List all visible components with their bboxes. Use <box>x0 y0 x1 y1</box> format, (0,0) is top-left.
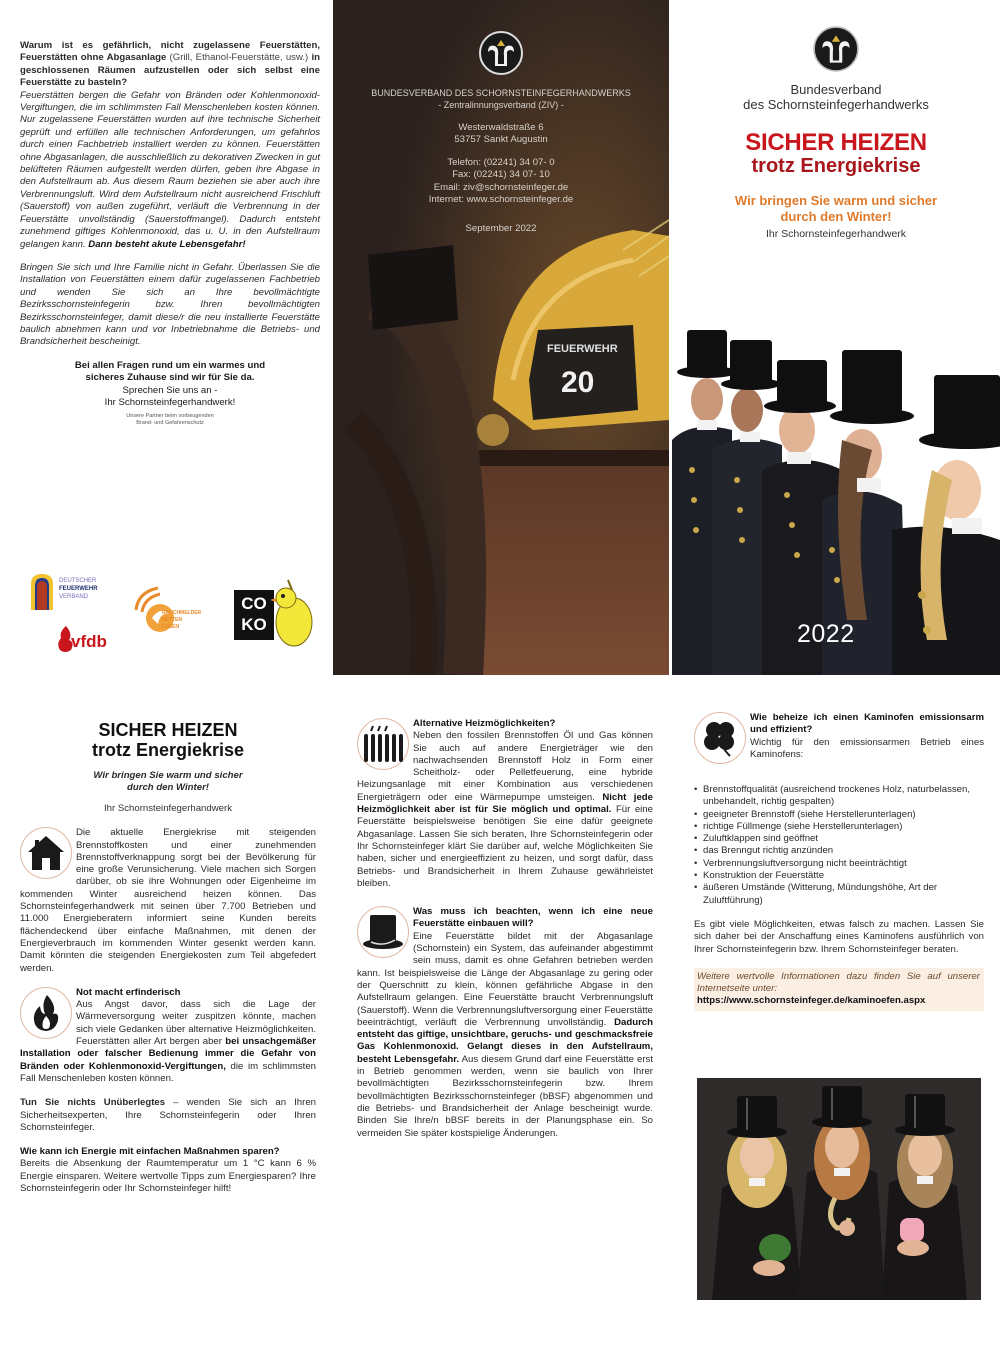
list-item: • das Brenngut richtig anzünden <box>694 845 984 857</box>
list-item: • Zuluftklappen sind geöffnet <box>694 833 984 845</box>
inside-title: SICHER HEIZEN trotz Energiekrise <box>91 720 245 760</box>
helmet-label: FEUERWEHR <box>547 343 618 355</box>
flame-icon <box>20 987 72 1039</box>
helmet-number: 20 <box>561 366 595 399</box>
guild-emblem-icon <box>478 30 524 76</box>
top-hat-icon <box>357 906 409 958</box>
canary-bird-icon <box>268 576 324 652</box>
rauchmelder-logo: RAUCHMELDER RETTEN LEBEN <box>132 584 212 644</box>
cover-subtitle: trotz Energiekrise <box>751 155 921 177</box>
inside-right-panel: Wie beheize ich einen Kaminofen emissionsarm und effizient? Wichtig für den emissionsarmen Betrieb eines Kaminofens: • Brennstoffqualität (ausreichend trockenes Holz, naturbelassen, unbehandelt, richtig gespalten) • geeigneter Brennstoff (siehe Herstellerunterlagen) • richtige Füllmenge (siehe Herstellerunterlagen) • Zuluftklappen sind geöffnet • das Brenngut richtig anzünden • Verbrennungsluftversorgung nicht beeinträchtigt • Konstruktion der Feuerstätte • äußeren Umstände (Witterung, Mündungshöhe, Art der Zuluftführung) Es gibt viele Möglichkeiten, etwas falsch zu machen. Lassen Sie sich daher bei der Anschaffung eines Kaminofens ausführlich von Ihrer Schornsteinfegerin bzw. Ihrem Schornsteinfeger beraten. Weitere wertvolle Informationen dazu finden Sie auf unserer Internetseite unter: https://www.schornsteinfeger.de/kaminoefen.aspx <box>694 712 984 1011</box>
advice-paragraph: Bringen Sie sich und Ihre Familie nicht in Gefahr. Überlassen Sie die Installation von Feuerstätten einem dafür zugelassenen Fachbetrieb und wenden Sie sich an Ihre bevollmächtigte Bezirksschornsteinfegerin bzw. Ihren bevollmächtigten Bezirksschornsteinfeger, damit diese/r die neu installierte Feuerstätte baulich abnehmen kann und vor Inbetriebnahme die Betriebs- und Brandsicherheit bescheinigt. <box>20 261 320 348</box>
spar-section: Wie kann ich Energie mit einfachen Maßnahmen sparen? Bereits die Absenkung der Raumtemperatur um 1 °C kann 6 % Energie einsparen. Weitere wertvolle Tipps zum Energiesparen? Ihre Schornsteinfegerin oder Ihr Schornsteinfeger hilft! <box>20 1146 316 1195</box>
new-stove-section: Was muss ich beachten, wenn ich eine neue Feuerstätte einbauen will? Eine Feuerstätte bildet mit der Abgasanlage (Schornstein) ein System, das aufeinander abgestimmt sein muss, damit es ohne Gefahren betrieben werden kann. Ist beispielsweise die Länge der Abgasanlage zu gering oder der Querschnitt zu klein, können gefährliche Abgase in den Aufstellraum gelangen. Eine Feuerstätte braucht Verbrennungsluft (Sauerstoff). Wenn die Verbrennungsluftversorgung einer Feuerstätte beeinträchtigt, verläuft die Verbrennung unvollständig. Dadurch entsteht das giftige, unsichtbare, geruchs- und geschmacksfreie Gas Kohlenmonoxid. Gelangt dieses in den Aufstellraum, besteht Lebensgefahr. Aus diesem Grund darf eine Feuerstätte erst in Betrieb genommen werden, wenn sie baulich von Ihrer bevollmächtigten Bezirksschornsteinfegerin bzw. Ihrem bevollmächtigten Bezirksschornsteinfeger (bBSF) abgenommen und die Betriebs- und Brandsicherheit der Anlage bescheinigt wurde. Binden Sie Ihre/n bBSF bereits in der Planungsphase ein. So vermeiden Sie später kostspielige Änderungen. <box>357 906 653 1139</box>
cover-title: SICHER HEIZEN <box>745 129 927 156</box>
list-item: • geeigneter Brennstoff (siehe Herstellerunterlagen) <box>694 809 984 821</box>
alternative-section: Alternative Heizmöglichkeiten? Neben den fossilen Brennstoffen Öl und Gas können Sie auch auf andere Energieträger wie den nachwachsenden Brennstoff Holz in Form einer Scheitholz- oder Pelletfeuerung, eine hybride Heizungsanlage mit einer Kombination aus verschiedenen Energieträgern oder eine Wärmepumpe umsteigen. Nicht jede Heizmöglichkeit aber ist für Sie möglich und optimal. Für eine Feuerstätte beispielsweise benötigen Sie eine dafür geeignete Abgasanlage. Lassen Sie sich beraten, Ihre Schornsteinfegerin oder Ihr Schornsteinfeger klärt Sie darüber auf, welche Möglichkeiten Sie haben, sicher und energieeffizient zu heizen, und sorgt dafür, dass Betriebs- und Brandsicherheit in Ihrem Zuhause gewährleistet bleiben. <box>357 718 653 889</box>
front-cover: Bundesverband des Schornsteinfegerhandwerks SICHER HEIZEN trotz Energiekrise Wir bringen Sie warm und sicher durch den Winter! Ihr Schornsteinfegerhandwerk 2022 <box>672 0 1000 675</box>
list-item: • richtige Füllmenge (siehe Herstellerunterlagen) <box>694 821 984 833</box>
inside-left-panel: SICHER HEIZEN trotz Energiekrise Wir bringen Sie warm und sicher durch den Winter! Ihr Schornsteinfegerhandwerk Die aktuelle Energiekrise mit steigenden Brennstoffkosten und einer zunehmenden Brennstoffverknappung sorgt bei der Bevölkerung für eine große Verunsicherung. Viele machen sich Sorgen darüber, ob sie ihre Wohnungen oder Eigenheime im kommenden Winter ausreichend heizen können. Das Schornsteinfegerhandwerk mit seinen über 7.700 Betrieben und 11.000 Energieberatern informiert seine Kunden bereits flächendeckend über einfache Maßnahmen, mit denen der Energieverbrauch im kommenden Winter gesenkt werden kann. Damit könnten die steigenden Energiekosten zum Teil abgefedert werden. Not macht erfinderisch Aus Angst davor, dass sich die Lage der Wärmeversorgung weiter zuspitzen könnte, machen sich viele Gedanken über alternative Heizmöglichkeiten. Feuerstätten aller Art bergen aber bei unsachgemäßer Installation oder falscher Bedienung immer die Gefahr von Bränden oder Kohlenmonoxid-Vergiftungen, die im schlimmsten Fall Menschenleben kosten können. Tun Sie nichts Unüberlegtes – wenden Sie sich an Ihren Sicherheitsexperten, Ihre Schornsteinfegerin oder Ihren Schornsteinfeger. Wie kann ich Energie mit einfachen Maßnahmen sparen? Bereits die Absenkung der Raumtemperatur um 1 °C kann 6 % Energie einsparen. Weitere wertvolle Tipps zum Energiesparen? Ihre Schornsteinfegerin oder Ihr Schornsteinfeger hilft! <box>20 720 316 1195</box>
coko-logo: CO KO <box>232 576 324 652</box>
kaminofen-checklist <box>694 784 984 907</box>
dfv-logo: DEUTSCHER FEUERWEHR VERBAND <box>28 572 128 610</box>
contact-panel <box>333 0 669 675</box>
website-link[interactable]: Internet: www.schornsteinfeger.de <box>428 194 574 205</box>
cover-year: 2022 <box>797 620 855 648</box>
kaminofen-section: Wie beheize ich einen Kaminofen emissionsarm und effizient? Wichtig für den emissionsarmen Betrieb eines Kaminofens: <box>694 712 984 766</box>
inside-tagline: Wir bringen Sie warm und sicher durch den Winter! <box>93 770 243 793</box>
intro-section: Die aktuelle Energiekrise mit steigenden Brennstoffkosten und einer zunehmenden Brennstoffverknappung sorgt bei der Bevölkerung für eine große Verunsicherung. Viele machen sich Sorgen darüber, ob sie ihre Wohnungen oder Eigenheime im kommenden Winter ausreichend heizen können. Das Schornsteinfegerhandwerk mit seinen über 7.700 Betrieben und 11.000 Energieberatern informiert seine Kunden bereits flächendeckend über einfache Maßnahmen, mit denen der Energieverbrauch im kommenden Winter gesenkt werden kann. Damit könnten die steigenden Energiekosten zum Teil abgefedert werden. <box>20 827 316 974</box>
list-item: • Konstruktion der Feuerstätte <box>694 870 984 882</box>
clover-icon <box>694 712 746 764</box>
radiator-icon <box>357 718 409 770</box>
inside-middle-panel <box>357 718 653 1140</box>
cover-tagline: Wir bringen Sie warm und sicher durch den Winter! <box>734 193 938 224</box>
partner-note: Unsere Partner beim vorbeugenden Brand- und Gefahrenschutz <box>126 413 214 427</box>
more-info-box: Weitere wertvolle Informationen dazu finden Sie auf unserer Internetseite unter: https://www.schornsteinfeger.de/kaminoefen.aspx <box>694 968 984 1011</box>
guild-emblem-icon <box>812 25 860 73</box>
email-link[interactable]: Email: ziv@schornsteinfeger.de <box>433 181 569 193</box>
list-item: • Brennstoffqualität (ausreichend trockenes Holz, naturbelassen, unbehandelt, richtig gespalten) <box>694 784 984 809</box>
partner-logos <box>20 568 330 668</box>
tun-section: Tun Sie nichts Unüberlegtes – wenden Sie sich an Ihren Sicherheitsexperten, Ihre Schornsteinfegerin oder Ihren Schornsteinfeger. <box>20 1097 316 1133</box>
contact-call-to-action: Bei allen Fragen rund um ein warmes und sicheres Zuhause sind wir für Sie da. Sprechen Sie uns an - Ihr Schornsteinfegerhandwerk! <box>74 359 266 408</box>
kaminoefen-link[interactable]: https://www.schornsteinfeger.de/kaminoefen.aspx <box>697 994 926 1006</box>
not-section: Not macht erfinderisch Aus Angst davor, dass sich die Lage der Wärmeversorgung weiter zuspitzen könnte, machen sich viele Gedanken über alternative Heizmöglichkeiten. Feuerstätten aller Art bergen aber bei unsachgemäßer Installation oder falscher Bedienung immer die Gefahr von Bränden oder Kohlenmonoxid-Vergiftungen, die im schlimmsten Fall Menschenleben kosten können. <box>20 986 316 1084</box>
contact-info: BUNDESVERBAND DES SCHORNSTEINFEGERHANDWERKS - Zentralinnungsverband (ZIV) - Westerwaldstraße 6 53757 Sankt Augustin Telefon: (02241) 34 07- 0 Fax: (02241) 34 07- 10 Email: ziv@schornsteinfeger.de Internet: www.schornsteinfeger.de September 2022 <box>333 30 669 235</box>
back-panel <box>20 40 320 427</box>
vfdb-logo: vfdb <box>55 624 125 660</box>
danger-question: Warum ist es gefährlich, nicht zugelassene Feuerstätten, Feuerstätten ohne Abgasanlage (Grill, Ethanol-Feuerstätte, usw.) in geschlossenen Räumen aufzustellen oder sich selbst eine Feuerstätte zu basteln? <box>20 40 320 89</box>
house-icon <box>20 827 72 879</box>
three-chimney-sweeps-photo <box>697 1078 981 1300</box>
list-item: • äußeren Umstände (Witterung, Mündungshöhe, Art der Zuluftführung) <box>694 882 984 907</box>
list-item: • Verbrennungsluftversorgung nicht beeinträchtigt <box>694 858 984 870</box>
dfv-emblem-icon <box>28 572 56 610</box>
danger-paragraph: Feuerstätten bergen die Gefahr von Bränden oder Kohlenmonoxid-Vergiftungen, die im schlimmsten Fall Menschenleben kosten können. Nur zugelassene Feuerstätten wurden auf ihre technische Sicherheit geprüft und erfüllen alle technischen Anforderungen, um gefahrlos durch einen Fachbetrieb installiert werden zu können. Feuerstätten ohne Abgasanlagen, die ausschließlich zu dekorativen Zwecken in gut belüfteten Räumen aufgestellt werden dürfen, geben ihre Abgase in den Aufstellraum ab. Aus diesem Raum beziehen sie aber auch ihre Verbrennungsluft. Wird dem Aufstellraum nicht ausreichend Frischluft (Sauerstoff) von außen zugeführt, verläuft die Verbrennung in der Feuerstätte unvollständig (Sauerstoffmangel). Dadurch entsteht zunehmend giftiges Kohlenmonoxid, das u. U. in den Aufstellraum gelangen kann. Dann besteht akute Lebensgefahr! <box>20 89 320 250</box>
